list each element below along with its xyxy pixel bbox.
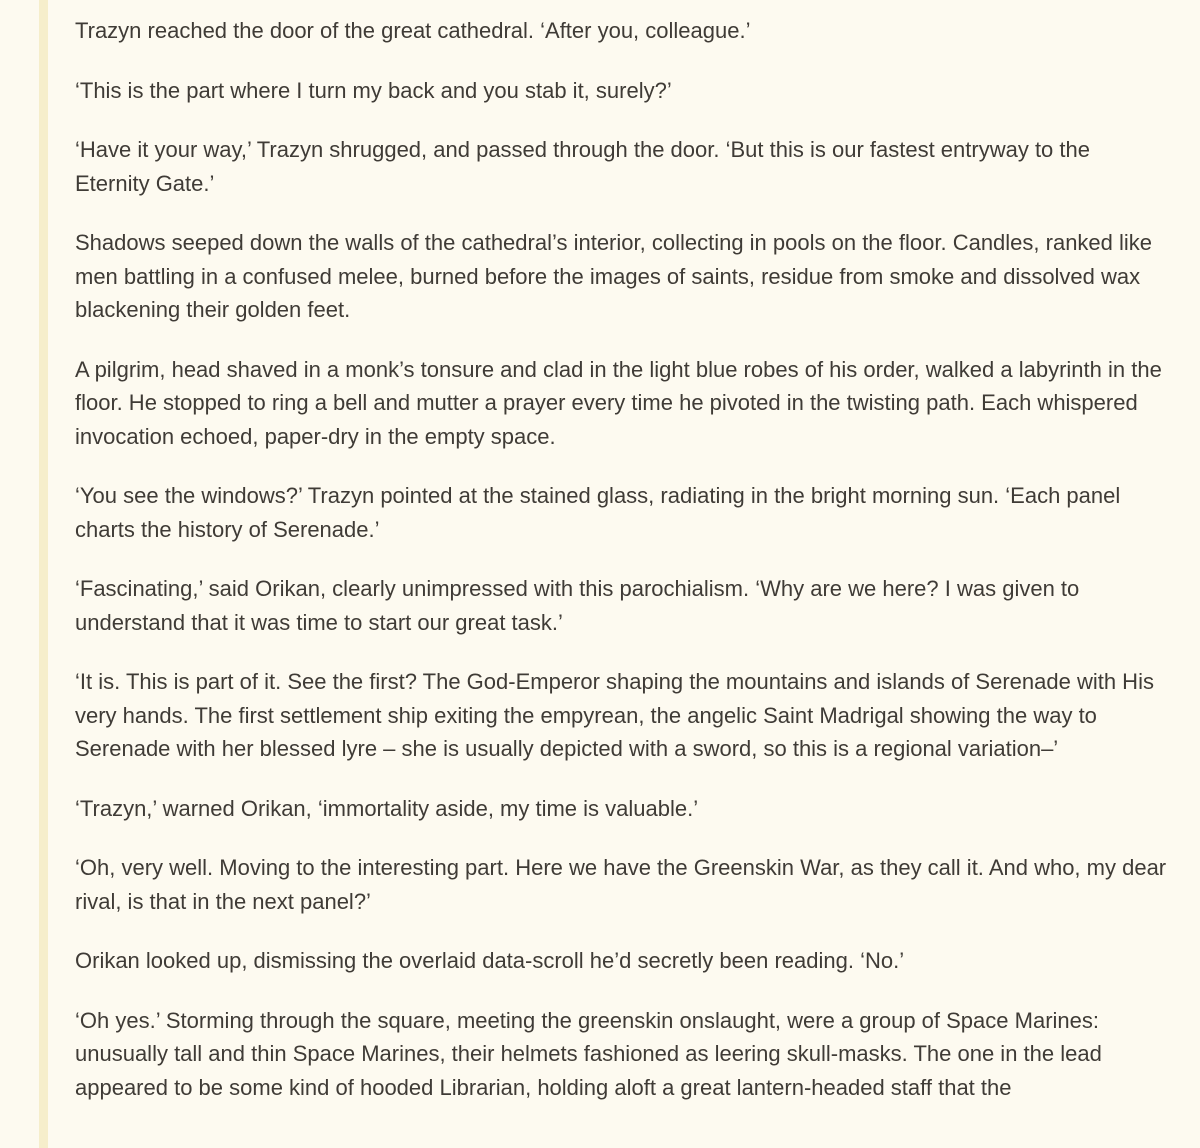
passage-text <box>75 14 1170 1130</box>
paragraph: ‘This is the part where I turn my back and you stab it, surely?’ <box>75 77 672 103</box>
paragraph: ‘It is. This is part of it. See the first? The God-Emperor shaping the mountains and islands of Serenade with His very hands. The first settlement ship exiting the empyrean, the angelic Saint Madrigal showing the way to Serenade with her blessed lyre – she is usually depicted with a sword, so this is a regional variation–’ <box>75 669 1154 761</box>
blockquote-bar <box>39 0 48 1148</box>
paragraph: Trazyn reached the door of the great cathedral. ‘After you, colleague.’ <box>75 18 751 43</box>
paragraph: ‘Have it your way,’ Trazyn shrugged, and passed through the door. ‘But this is our fastest entryway to the Eternity Gate.’ <box>75 137 1090 196</box>
paragraph: Orikan looked up, dismissing the overlaid data-scroll he’d secretly been reading. ‘No.’ <box>75 948 905 973</box>
paragraph: ‘Fascinating,’ said Orikan, clearly unimpressed with this parochialism. ‘Why are we here? I was given to understand that it was time to start our great task.’ <box>75 576 1080 635</box>
paragraph: ‘Trazyn,’ warned Orikan, ‘immortality aside, my time is valuable.’ <box>75 795 699 821</box>
paragraph: Shadows seeped down the walls of the cathedral’s interior, collecting in pools on the floor. Candles, ranked like men battling in a confused melee, burned before the images of saints, residue from smoke and dissolved wax blackening their golden feet. <box>75 230 1153 322</box>
paragraph: A pilgrim, head shaved in a monk’s tonsure and clad in the light blue robes of his order, walked a labyrinth in the floor. He stopped to ring a bell and mutter a prayer every time he pivoted in the twisting path. Each whispered invocation echoed, paper-dry in the empty space. <box>75 356 1162 449</box>
paragraph: ‘You see the windows?’ Trazyn pointed at the stained glass, radiating in the bright morning sun. ‘Each panel charts the history of Serenade.’ <box>75 483 1121 542</box>
paragraph: ‘Oh, very well. Moving to the interesting part. Here we have the Greenskin War, as they call it. And who, my dear rival, is that in the next panel?’ <box>75 855 1167 914</box>
paragraph: ‘Oh yes.’ Storming through the square, meeting the greenskin onslaught, were a group of Space Marines: unusually tall and thin Space Marines, their helmets fashioned as leering skull-masks. The one in the lead appeared to be some kind of hooded Librarian, holding aloft a great lantern-headed staff that the <box>75 1007 1102 1100</box>
